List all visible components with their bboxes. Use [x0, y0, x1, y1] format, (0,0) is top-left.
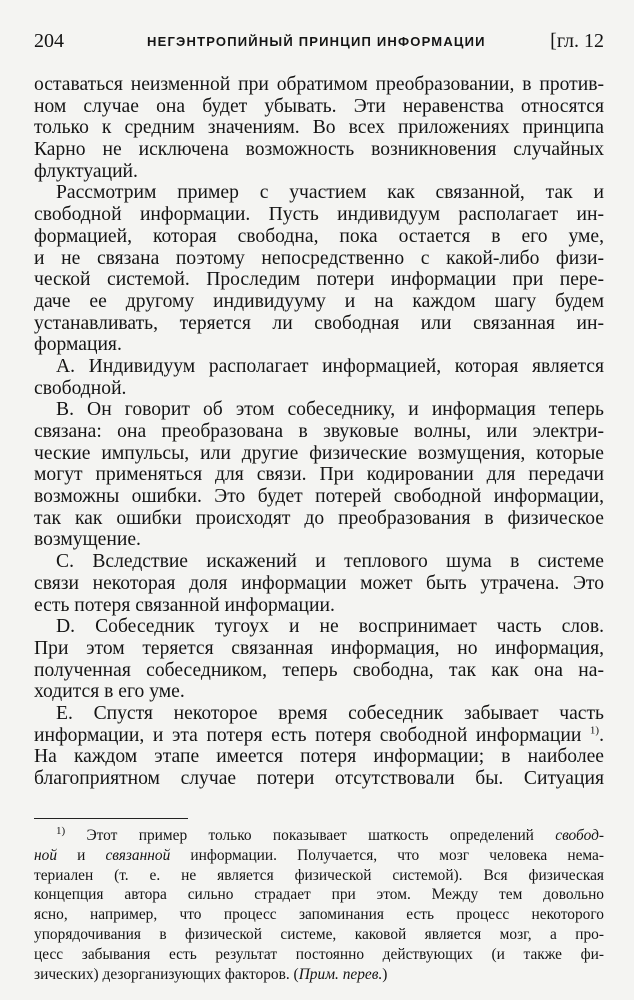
- text-line: даче ее другому индивидууму и на каждом шагу будем: [34, 290, 604, 312]
- footnote-text: зических) дезорганизующих факторов. (: [34, 965, 299, 983]
- chapter-label: [гл. 12: [550, 30, 604, 52]
- text-line: полученная собеседником, теперь свободна, так как она на-: [34, 659, 604, 681]
- text-line: связана: она преобразована в звуковые волны, или электри-: [34, 421, 604, 442]
- footnote-text: и: [57, 846, 106, 864]
- footnote-marker: 1): [56, 824, 66, 837]
- text-line: формация.: [34, 334, 122, 356]
- footnote-italic: свобод-: [555, 827, 604, 844]
- footnote-line: цесс забывания есть результат постоянно действующих (и также фи-: [34, 945, 604, 963]
- footnote-text: Этот пример только показывает шаткость определений: [86, 827, 556, 844]
- text-line: ном случае она будет убывать. Эти неравенства относятся: [34, 95, 604, 117]
- footnote-italic: ной: [34, 846, 58, 864]
- text-line: возмущение.: [34, 529, 141, 551]
- text-line: информации, и эта потеря есть потеря свободной информации: [34, 724, 582, 746]
- text-line: C. Вследствие искажений и теплового шума в системе: [56, 551, 604, 573]
- text-line: есть потеря связанной информации.: [34, 594, 335, 616]
- text-line: A. Индивидуум располагает информацией, которая является: [56, 355, 604, 377]
- footnote: [34, 826, 604, 984]
- footnote-italic: Прим. перев.: [298, 965, 383, 983]
- footnote-text: ): [382, 965, 388, 983]
- text-line: На каждом этапе имеется потеря информации; в наиболее: [34, 746, 604, 768]
- text-line: связи некоторая доля информации может быть утрачена. Это: [34, 572, 604, 594]
- text-line: благоприятном случае потери отсутствовали бы. Ситуация: [34, 768, 604, 789]
- text-line: Карно не исключена возможность возникновения случайных: [34, 139, 604, 161]
- text-line: формацией, которая свободна, пока остается в его уме,: [34, 225, 604, 247]
- text-line: D. Собеседник тугоух и не воспринимает часть слов.: [56, 616, 604, 638]
- text-line: и не связана поэтому непосредственно с какой-либо физи-: [34, 247, 604, 269]
- footnote-divider: [34, 818, 188, 819]
- footnote-italic: связанной: [105, 846, 171, 864]
- text-line: так как ошибки происходят до преобразования в физическое: [34, 507, 604, 529]
- text-line: только к средним значениям. Во всех приложениях принципа: [34, 117, 604, 139]
- footnote-text: информации. Получается, что мозг человека нема-: [170, 846, 604, 864]
- text-line: флуктуаций.: [34, 160, 138, 182]
- text-line: свободной информации. Пусть индивидуум располагает ин-: [34, 204, 604, 226]
- footnote-ref: 1): [589, 724, 600, 737]
- text-line: Рассмотрим пример с участием как связанной, так и: [56, 182, 604, 204]
- text-line: ческие импульсы, или другие физические возмущения, которые: [34, 442, 604, 464]
- text-line-with-footnote-ref: информации, и эта потеря есть потеря свободной информации $^{1)}$.: [34, 724, 604, 746]
- page-number: 204: [34, 30, 64, 52]
- text-line: могут применяться для связи. При кодировании для передачи: [34, 464, 604, 486]
- footnote-line: [34, 846, 604, 866]
- footnote-line: упорядочивания в физической системе, каковой является мозг, а про-: [34, 925, 604, 943]
- text-line: свободной.: [34, 377, 127, 399]
- text-line: E. Спустя некоторое время собеседник забывает часть: [56, 702, 604, 724]
- text-line: оставаться неизменной при обратимом преобразовании, в против-: [34, 74, 604, 95]
- text-line: возможны ошибки. Это будет потерей свободной информации,: [34, 486, 604, 508]
- page-header: [34, 30, 604, 56]
- main-text: [34, 74, 604, 790]
- text-line: При этом теряется связанная информация, но информация,: [34, 637, 604, 659]
- text-line: ческой системой. Проследим потери информации при пере-: [34, 269, 604, 291]
- text-line: устанавливать, теряется ли свободная или связанная ин-: [34, 312, 604, 334]
- footnote-line: ясно, например, что процесс запоминания есть процесс некоторого: [34, 906, 604, 924]
- text-line: ходится в его уме.: [34, 681, 185, 703]
- footnote-line: [34, 826, 604, 846]
- text-line: B. Он говорит об этом собеседнику, и информация теперь: [56, 399, 604, 421]
- footnote-line: [34, 965, 604, 985]
- footnote-line: концепция автора сильно страдает при этом. Между тем довольно: [34, 886, 604, 904]
- running-title: НЕГЭНТРОПИЙНЫЙ ПРИНЦИП ИНФОРМАЦИИ: [147, 34, 486, 49]
- footnote-line: териален (т. е. не является физической системой). Вся физическая: [34, 866, 604, 884]
